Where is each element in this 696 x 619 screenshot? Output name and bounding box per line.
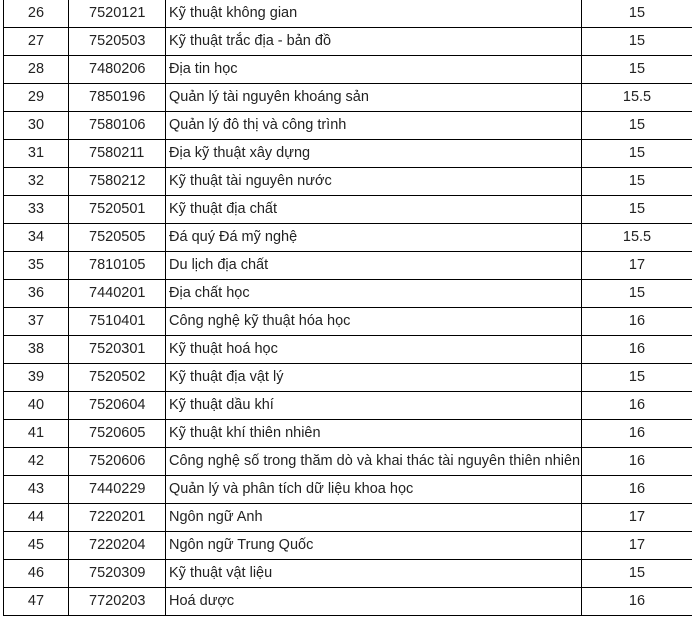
major-name: Kỹ thuật vật liệu bbox=[166, 560, 582, 588]
table-row bbox=[4, 84, 693, 112]
table-row bbox=[4, 392, 693, 420]
table-row bbox=[4, 448, 693, 476]
row-number: 47 bbox=[4, 588, 69, 616]
major-code: 7810105 bbox=[69, 252, 166, 280]
row-number: 33 bbox=[4, 196, 69, 224]
major-name: Ngôn ngữ Anh bbox=[166, 504, 582, 532]
benchmark-score: 15.5 bbox=[582, 224, 693, 252]
table-row bbox=[4, 532, 693, 560]
table-row bbox=[4, 476, 693, 504]
major-name: Kỹ thuật hoá học bbox=[166, 336, 582, 364]
table-row bbox=[4, 28, 693, 56]
major-code: 7520503 bbox=[69, 28, 166, 56]
benchmark-score: 15 bbox=[582, 364, 693, 392]
table-row bbox=[4, 56, 693, 84]
major-code: 7220204 bbox=[69, 532, 166, 560]
table-row bbox=[4, 112, 693, 140]
major-name: Quản lý và phân tích dữ liệu khoa học bbox=[166, 476, 582, 504]
row-number: 29 bbox=[4, 84, 69, 112]
major-code: 7850196 bbox=[69, 84, 166, 112]
major-name: Kỹ thuật địa vật lý bbox=[166, 364, 582, 392]
table-row bbox=[4, 168, 693, 196]
table-row bbox=[4, 140, 693, 168]
major-name: Công nghệ kỹ thuật hóa học bbox=[166, 308, 582, 336]
benchmark-score: 16 bbox=[582, 336, 693, 364]
table-row bbox=[4, 364, 693, 392]
major-code: 7580106 bbox=[69, 112, 166, 140]
benchmark-score: 17 bbox=[582, 252, 693, 280]
benchmark-score: 15 bbox=[582, 280, 693, 308]
major-code: 7440229 bbox=[69, 476, 166, 504]
table-body bbox=[4, 0, 693, 616]
major-code: 7440201 bbox=[69, 280, 166, 308]
benchmark-score: 16 bbox=[582, 588, 693, 616]
benchmark-score: 15 bbox=[582, 560, 693, 588]
major-code: 7520502 bbox=[69, 364, 166, 392]
table-row bbox=[4, 196, 693, 224]
benchmark-score: 15 bbox=[582, 140, 693, 168]
major-code: 7520606 bbox=[69, 448, 166, 476]
benchmark-score: 16 bbox=[582, 308, 693, 336]
major-name: Đá quý Đá mỹ nghệ bbox=[166, 224, 582, 252]
row-number: 37 bbox=[4, 308, 69, 336]
benchmark-score: 16 bbox=[582, 448, 693, 476]
major-code: 7520121 bbox=[69, 0, 166, 28]
major-name: Kỹ thuật khí thiên nhiên bbox=[166, 420, 582, 448]
major-name: Công nghệ số trong thăm dò và khai thác tài nguyên thiên nhiên bbox=[166, 448, 582, 476]
major-name: Ngôn ngữ Trung Quốc bbox=[166, 532, 582, 560]
benchmark-score: 17 bbox=[582, 504, 693, 532]
benchmark-score: 15 bbox=[582, 112, 693, 140]
major-name: Quản lý tài nguyên khoáng sản bbox=[166, 84, 582, 112]
major-code: 7520501 bbox=[69, 196, 166, 224]
major-code: 7520604 bbox=[69, 392, 166, 420]
benchmark-score: 16 bbox=[582, 420, 693, 448]
major-name: Địa chất học bbox=[166, 280, 582, 308]
benchmark-score: 17 bbox=[582, 532, 693, 560]
major-name: Kỹ thuật không gian bbox=[166, 0, 582, 28]
admission-score-table bbox=[3, 0, 692, 616]
table-row bbox=[4, 224, 693, 252]
major-code: 7520505 bbox=[69, 224, 166, 252]
row-number: 43 bbox=[4, 476, 69, 504]
major-name: Quản lý đô thị và công trình bbox=[166, 112, 582, 140]
benchmark-score: 15 bbox=[582, 0, 693, 28]
row-number: 41 bbox=[4, 420, 69, 448]
row-number: 42 bbox=[4, 448, 69, 476]
benchmark-score: 15.5 bbox=[582, 84, 693, 112]
benchmark-score: 16 bbox=[582, 476, 693, 504]
row-number: 40 bbox=[4, 392, 69, 420]
benchmark-score: 16 bbox=[582, 392, 693, 420]
benchmark-score: 15 bbox=[582, 56, 693, 84]
major-name: Du lịch địa chất bbox=[166, 252, 582, 280]
major-code: 7520301 bbox=[69, 336, 166, 364]
row-number: 32 bbox=[4, 168, 69, 196]
row-number: 27 bbox=[4, 28, 69, 56]
row-number: 46 bbox=[4, 560, 69, 588]
major-name: Kỹ thuật địa chất bbox=[166, 196, 582, 224]
row-number: 26 bbox=[4, 0, 69, 28]
row-number: 30 bbox=[4, 112, 69, 140]
table-row bbox=[4, 588, 693, 616]
row-number: 35 bbox=[4, 252, 69, 280]
row-number: 28 bbox=[4, 56, 69, 84]
major-code: 7720203 bbox=[69, 588, 166, 616]
table-row bbox=[4, 504, 693, 532]
row-number: 31 bbox=[4, 140, 69, 168]
major-code: 7520605 bbox=[69, 420, 166, 448]
benchmark-score: 15 bbox=[582, 168, 693, 196]
major-code: 7580212 bbox=[69, 168, 166, 196]
table-row bbox=[4, 308, 693, 336]
major-code: 7220201 bbox=[69, 504, 166, 532]
major-code: 7580211 bbox=[69, 140, 166, 168]
row-number: 45 bbox=[4, 532, 69, 560]
major-name: Địa kỹ thuật xây dựng bbox=[166, 140, 582, 168]
benchmark-score: 15 bbox=[582, 28, 693, 56]
table-row bbox=[4, 0, 693, 28]
benchmark-score: 15 bbox=[582, 196, 693, 224]
row-number: 44 bbox=[4, 504, 69, 532]
major-name: Kỹ thuật trắc địa - bản đồ bbox=[166, 28, 582, 56]
row-number: 36 bbox=[4, 280, 69, 308]
major-code: 7480206 bbox=[69, 56, 166, 84]
major-name: Địa tin học bbox=[166, 56, 582, 84]
table-row bbox=[4, 280, 693, 308]
row-number: 38 bbox=[4, 336, 69, 364]
table-row bbox=[4, 252, 693, 280]
row-number: 34 bbox=[4, 224, 69, 252]
admission-score-table-container bbox=[3, 0, 692, 617]
table-row bbox=[4, 336, 693, 364]
major-code: 7510401 bbox=[69, 308, 166, 336]
table-row bbox=[4, 560, 693, 588]
major-code: 7520309 bbox=[69, 560, 166, 588]
row-number: 39 bbox=[4, 364, 69, 392]
major-name: Kỹ thuật tài nguyên nước bbox=[166, 168, 582, 196]
table-row bbox=[4, 420, 693, 448]
major-name: Kỹ thuật dầu khí bbox=[166, 392, 582, 420]
major-name: Hoá dược bbox=[166, 588, 582, 616]
